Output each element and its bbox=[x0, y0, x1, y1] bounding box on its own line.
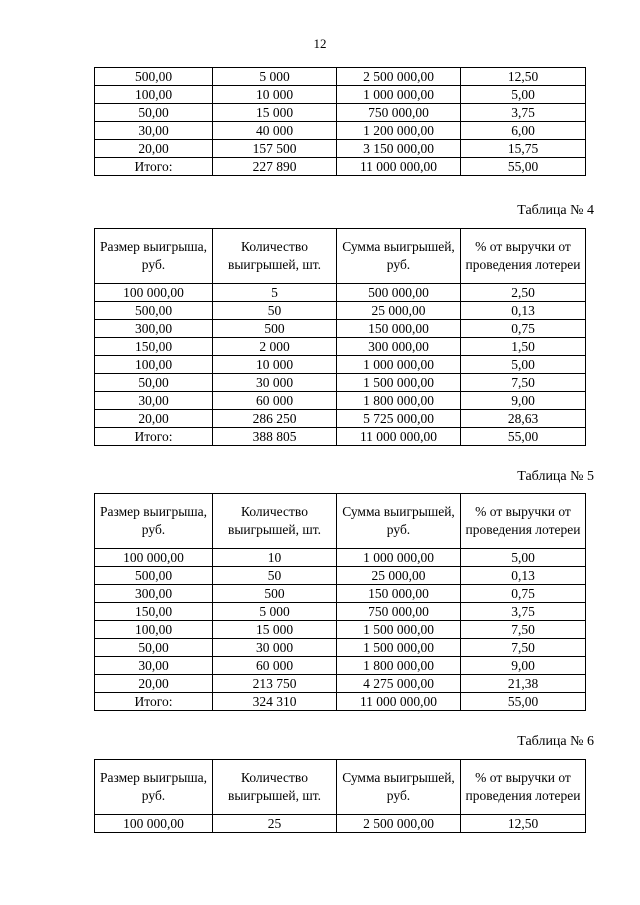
column-header: Количество выигрышей, шт. bbox=[213, 229, 337, 284]
column-header: % от выручки от проведения лотереи bbox=[461, 229, 586, 284]
table-cell: 10 000 bbox=[213, 356, 337, 374]
table-cell: 150 000,00 bbox=[337, 585, 461, 603]
table-cell: 10 bbox=[213, 549, 337, 567]
table-cell: 5 725 000,00 bbox=[337, 410, 461, 428]
table-row bbox=[95, 140, 586, 158]
table-cell: 213 750 bbox=[213, 675, 337, 693]
column-header: % от выручки от проведения лотереи bbox=[461, 760, 586, 815]
table-5-title: Таблица № 5 bbox=[517, 469, 594, 484]
table-cell: 3,75 bbox=[461, 603, 586, 621]
column-header: Сумма выигрышей, руб. bbox=[337, 760, 461, 815]
prize-table-5 bbox=[94, 493, 586, 711]
table-header-row bbox=[95, 229, 586, 284]
table-cell: 30,00 bbox=[95, 392, 213, 410]
table-6-title: Таблица № 6 bbox=[517, 734, 594, 749]
table-cell: 1 500 000,00 bbox=[337, 621, 461, 639]
table-cell: 1 000 000,00 bbox=[337, 86, 461, 104]
column-header: Количество выигрышей, шт. bbox=[213, 760, 337, 815]
table-cell: 25 000,00 bbox=[337, 302, 461, 320]
table-cell: 388 805 bbox=[213, 428, 337, 446]
table-cell: 500 bbox=[213, 585, 337, 603]
table-cell: 50,00 bbox=[95, 104, 213, 122]
table-cell: 500 000,00 bbox=[337, 284, 461, 302]
table-row bbox=[95, 86, 586, 104]
table-header-row bbox=[95, 494, 586, 549]
table-row bbox=[95, 639, 586, 657]
table-cell: 1,50 bbox=[461, 338, 586, 356]
table-cell: 3,75 bbox=[461, 104, 586, 122]
table-row bbox=[95, 675, 586, 693]
table-cell: 300 000,00 bbox=[337, 338, 461, 356]
table-cell: 30 000 bbox=[213, 639, 337, 657]
column-header: Размер выигрыша, руб. bbox=[95, 229, 213, 284]
table-cell: 50 bbox=[213, 567, 337, 585]
table-cell: 100,00 bbox=[95, 356, 213, 374]
table-cell: 500,00 bbox=[95, 567, 213, 585]
table-row bbox=[95, 374, 586, 392]
column-header: Количество выигрышей, шт. bbox=[213, 494, 337, 549]
table-cell: 100,00 bbox=[95, 86, 213, 104]
table-cell: 300,00 bbox=[95, 585, 213, 603]
table-cell: 20,00 bbox=[95, 675, 213, 693]
table-cell: 25 bbox=[213, 815, 337, 833]
table-cell: 2 500 000,00 bbox=[337, 68, 461, 86]
table-cell: 20,00 bbox=[95, 140, 213, 158]
table-cell: 2 500 000,00 bbox=[337, 815, 461, 833]
table-row bbox=[95, 585, 586, 603]
table-cell: 6,00 bbox=[461, 122, 586, 140]
table-cell: 1 000 000,00 bbox=[337, 356, 461, 374]
table-cell: 15 000 bbox=[213, 104, 337, 122]
table-cell: 5,00 bbox=[461, 356, 586, 374]
table-cell: 21,38 bbox=[461, 675, 586, 693]
table-cell: 1 500 000,00 bbox=[337, 639, 461, 657]
total-row bbox=[95, 428, 586, 446]
table-cell: 150,00 bbox=[95, 603, 213, 621]
table-row bbox=[95, 302, 586, 320]
prize-table-6 bbox=[94, 759, 586, 833]
table-cell: 750 000,00 bbox=[337, 603, 461, 621]
table-row bbox=[95, 104, 586, 122]
table-cell: 150 000,00 bbox=[337, 320, 461, 338]
table-cell: 500,00 bbox=[95, 68, 213, 86]
table-cell: 10 000 bbox=[213, 86, 337, 104]
table-cell: 30,00 bbox=[95, 657, 213, 675]
table-cell: 300,00 bbox=[95, 320, 213, 338]
table-row bbox=[95, 122, 586, 140]
column-header: % от выручки от проведения лотереи bbox=[461, 494, 586, 549]
table-row bbox=[95, 338, 586, 356]
table-row bbox=[95, 621, 586, 639]
table-row bbox=[95, 284, 586, 302]
column-header: Размер выигрыша, руб. bbox=[95, 760, 213, 815]
table-cell: 157 500 bbox=[213, 140, 337, 158]
table-header-row bbox=[95, 760, 586, 815]
table-row bbox=[95, 657, 586, 675]
table-cell: 324 310 bbox=[213, 693, 337, 711]
table-cell: 3 150 000,00 bbox=[337, 140, 461, 158]
table-cell: 2,50 bbox=[461, 284, 586, 302]
table-cell: 55,00 bbox=[461, 158, 586, 176]
table-cell: 500 bbox=[213, 320, 337, 338]
table-cell: 50 bbox=[213, 302, 337, 320]
table-cell: 0,13 bbox=[461, 302, 586, 320]
table-cell: 9,00 bbox=[461, 657, 586, 675]
table-cell: 7,50 bbox=[461, 374, 586, 392]
table-cell: 5 bbox=[213, 284, 337, 302]
table-cell: 1 000 000,00 bbox=[337, 549, 461, 567]
table-cell: 100,00 bbox=[95, 621, 213, 639]
table-cell: 227 890 bbox=[213, 158, 337, 176]
table-cell: 0,13 bbox=[461, 567, 586, 585]
table-cell: 28,63 bbox=[461, 410, 586, 428]
table-cell: 50,00 bbox=[95, 639, 213, 657]
prize-table-continued bbox=[94, 67, 586, 176]
table-cell: 11 000 000,00 bbox=[337, 428, 461, 446]
table-row bbox=[95, 603, 586, 621]
table-cell: 60 000 bbox=[213, 657, 337, 675]
table-cell: 60 000 bbox=[213, 392, 337, 410]
table-cell: 9,00 bbox=[461, 392, 586, 410]
table-row bbox=[95, 356, 586, 374]
table-row bbox=[95, 392, 586, 410]
total-row bbox=[95, 158, 586, 176]
table-cell: 11 000 000,00 bbox=[337, 158, 461, 176]
table-cell: 5 000 bbox=[213, 603, 337, 621]
table-cell: 50,00 bbox=[95, 374, 213, 392]
table-cell: 12,50 bbox=[461, 68, 586, 86]
table-cell: 55,00 bbox=[461, 693, 586, 711]
table-cell: 750 000,00 bbox=[337, 104, 461, 122]
column-header: Размер выигрыша, руб. bbox=[95, 494, 213, 549]
table-cell: 5,00 bbox=[461, 86, 586, 104]
table-cell: 12,50 bbox=[461, 815, 586, 833]
table-cell: 5,00 bbox=[461, 549, 586, 567]
table-cell: 1 800 000,00 bbox=[337, 392, 461, 410]
table-cell: 150,00 bbox=[95, 338, 213, 356]
table-cell: 1 200 000,00 bbox=[337, 122, 461, 140]
table-row bbox=[95, 320, 586, 338]
table-row bbox=[95, 815, 586, 833]
table-cell: 1 500 000,00 bbox=[337, 374, 461, 392]
total-row bbox=[95, 693, 586, 711]
table-cell: 2 000 bbox=[213, 338, 337, 356]
table-cell: 500,00 bbox=[95, 302, 213, 320]
table-row bbox=[95, 410, 586, 428]
table-cell: 15,75 bbox=[461, 140, 586, 158]
table-cell: 100 000,00 bbox=[95, 549, 213, 567]
table-row bbox=[95, 549, 586, 567]
prize-table-4 bbox=[94, 228, 586, 446]
table-cell: 30,00 bbox=[95, 122, 213, 140]
table-cell: 0,75 bbox=[461, 585, 586, 603]
table-cell: 55,00 bbox=[461, 428, 586, 446]
table-4-title: Таблица № 4 bbox=[517, 203, 594, 218]
table-cell: 1 800 000,00 bbox=[337, 657, 461, 675]
table-cell: 15 000 bbox=[213, 621, 337, 639]
table-cell: 20,00 bbox=[95, 410, 213, 428]
table-row bbox=[95, 68, 586, 86]
table-cell: Итого: bbox=[95, 693, 213, 711]
column-header: Сумма выигрышей, руб. bbox=[337, 494, 461, 549]
table-cell: 30 000 bbox=[213, 374, 337, 392]
table-cell: 100 000,00 bbox=[95, 284, 213, 302]
table-cell: 4 275 000,00 bbox=[337, 675, 461, 693]
page-number: 12 bbox=[313, 36, 327, 51]
table-cell: 7,50 bbox=[461, 621, 586, 639]
table-cell: 40 000 bbox=[213, 122, 337, 140]
table-cell: 0,75 bbox=[461, 320, 586, 338]
column-header: Сумма выигрышей, руб. bbox=[337, 229, 461, 284]
table-cell: 286 250 bbox=[213, 410, 337, 428]
table-cell: 7,50 bbox=[461, 639, 586, 657]
table-cell: 100 000,00 bbox=[95, 815, 213, 833]
table-cell: 11 000 000,00 bbox=[337, 693, 461, 711]
table-cell: 5 000 bbox=[213, 68, 337, 86]
table-row bbox=[95, 567, 586, 585]
table-cell: 25 000,00 bbox=[337, 567, 461, 585]
table-cell: Итого: bbox=[95, 158, 213, 176]
table-cell: Итого: bbox=[95, 428, 213, 446]
